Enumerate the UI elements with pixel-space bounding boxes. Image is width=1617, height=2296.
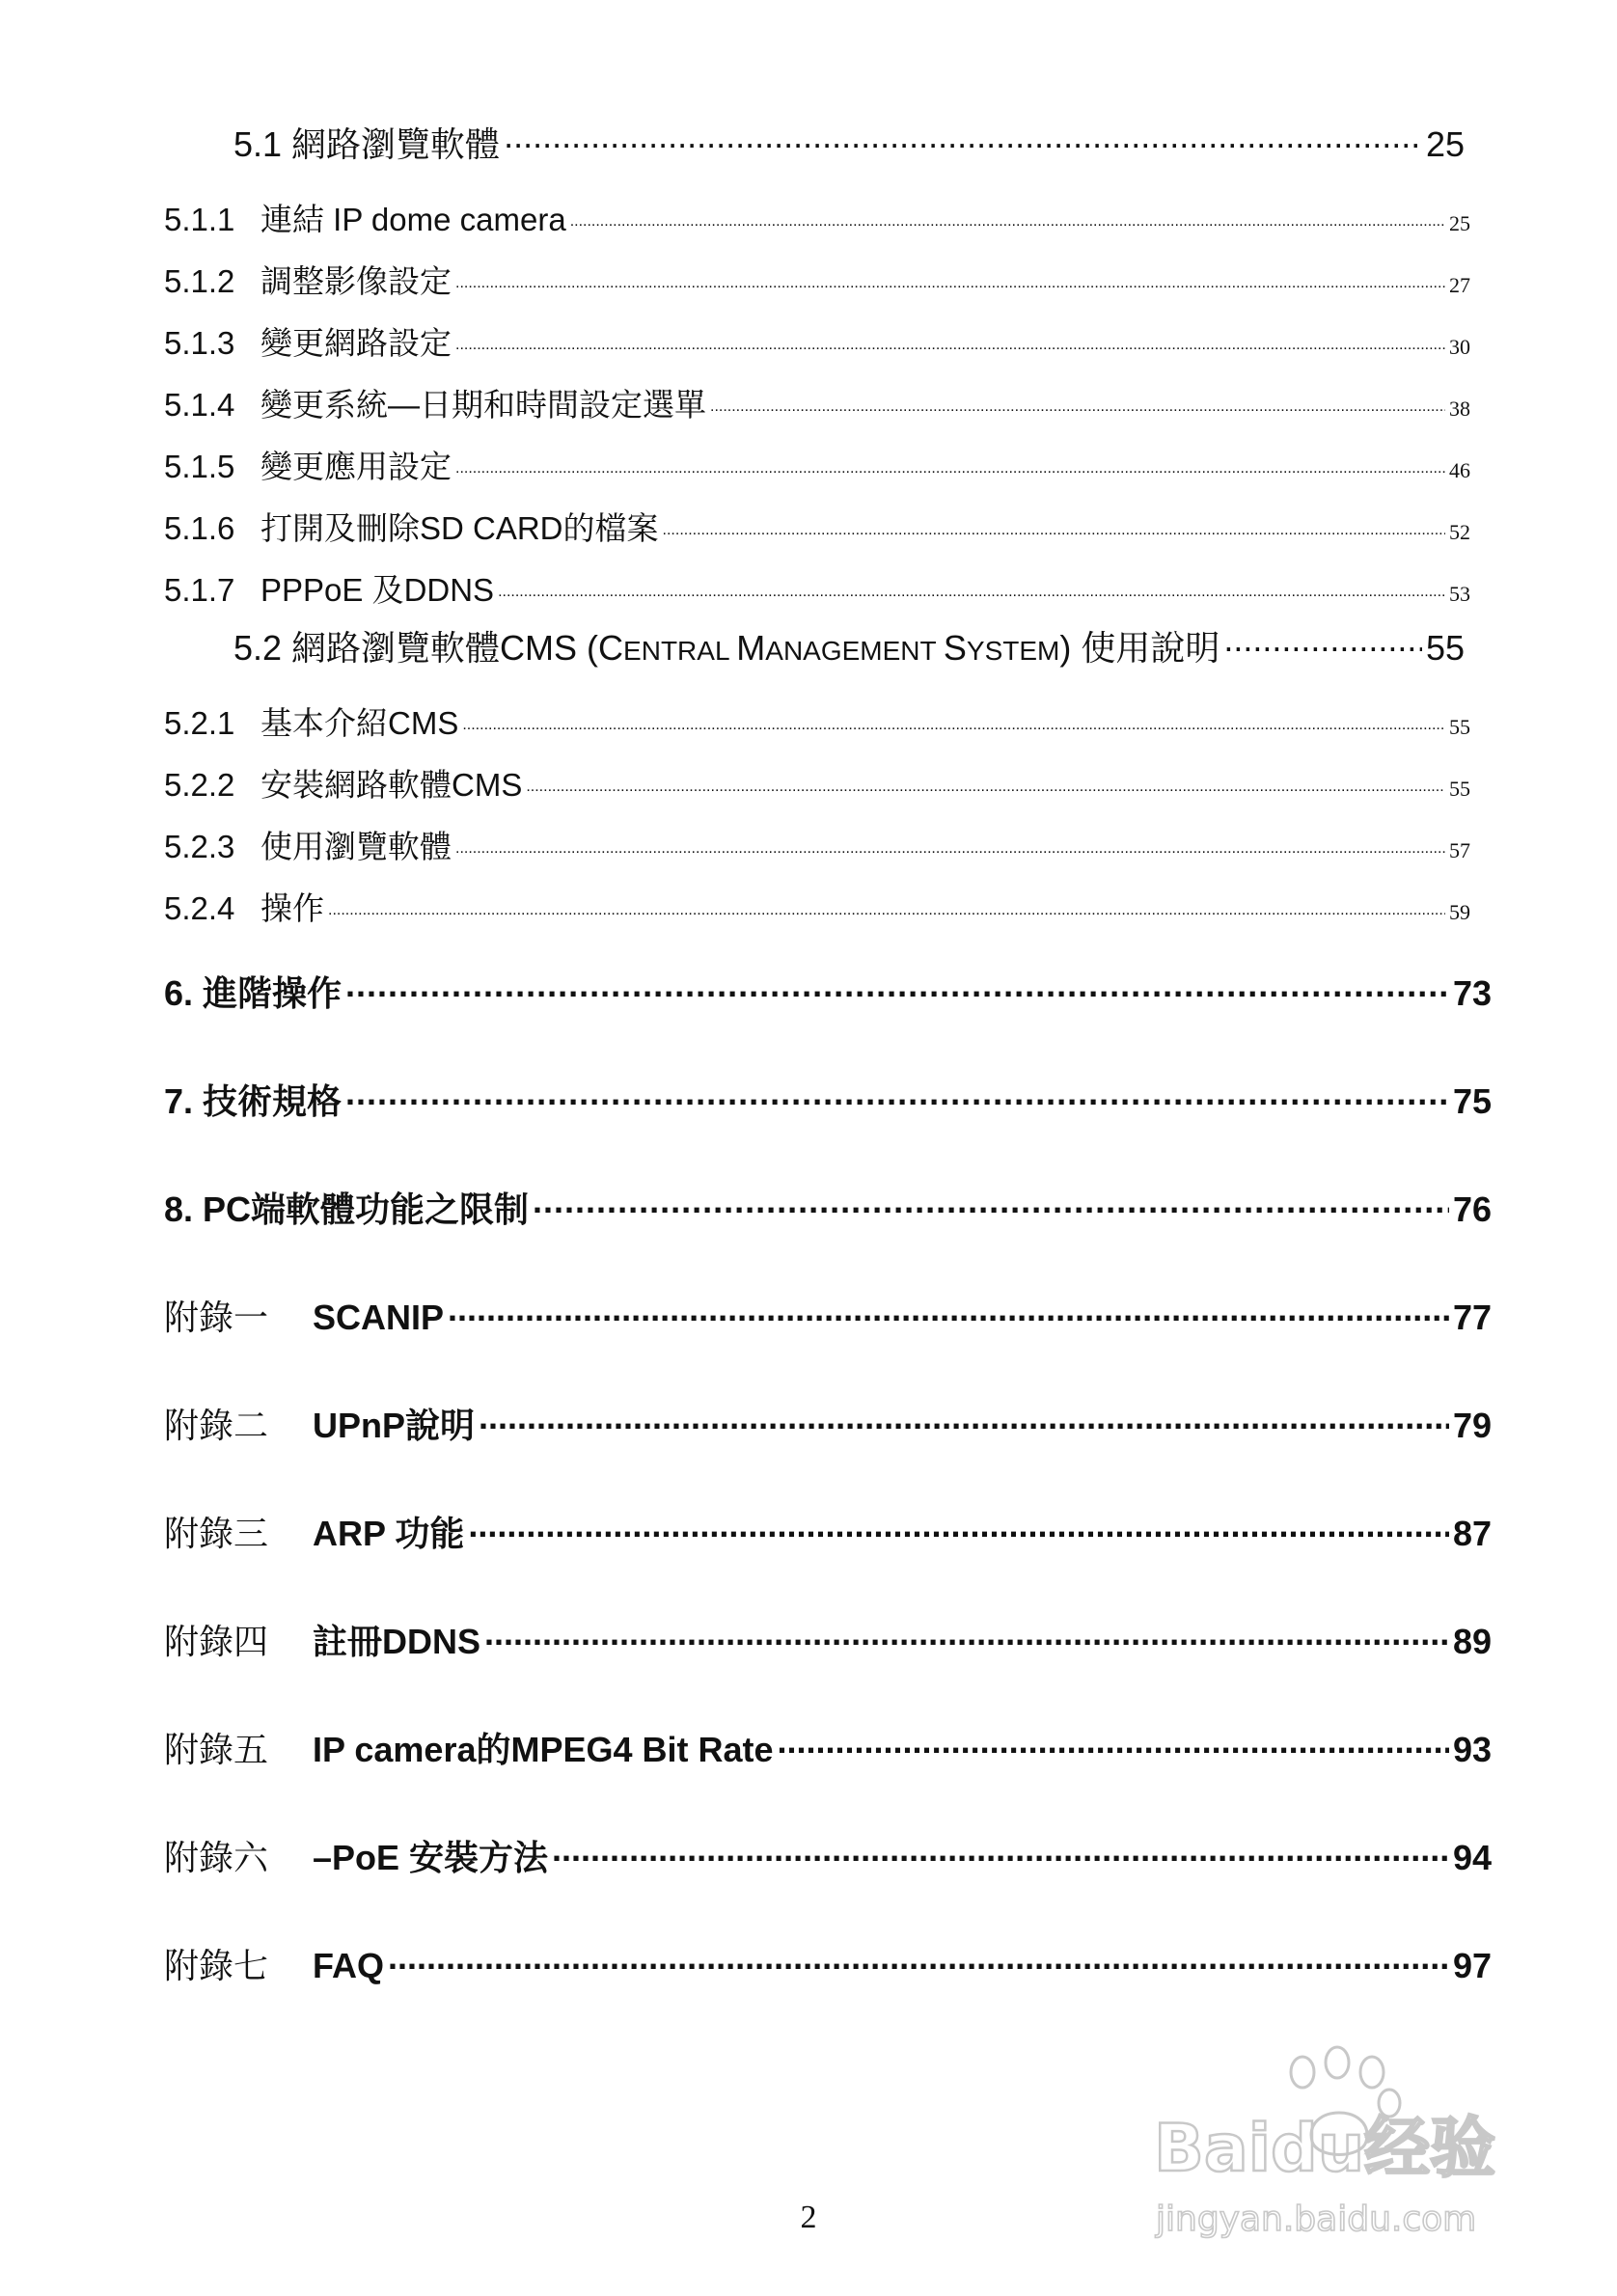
toc-appendix[interactable] <box>164 1507 1492 1556</box>
toc-page-number: 75 <box>1452 1081 1492 1121</box>
toc-number: 5.2.1 <box>164 705 235 741</box>
toc-page-number: 53 <box>1449 582 1470 606</box>
toc-page-number: 76 <box>1452 1189 1492 1229</box>
appendix-number: 附錄三 <box>164 1514 269 1553</box>
toc-number: 5.1.1 <box>164 202 235 237</box>
toc-leader <box>526 764 1445 796</box>
toc-subsection[interactable] <box>164 380 1470 425</box>
toc-label <box>164 257 452 302</box>
toc-page-number: 77 <box>1452 1298 1492 1337</box>
toc-number: 5.1.7 <box>164 572 235 608</box>
toc-label: 8. PC端軟體功能之限制 <box>164 1189 530 1229</box>
toc-leader <box>778 1727 1449 1762</box>
toc-leader <box>479 1403 1449 1437</box>
appendix-number: 附錄二 <box>164 1406 269 1445</box>
toc-leader <box>462 702 1445 734</box>
toc-label <box>164 1507 464 1556</box>
toc-leader <box>455 826 1445 858</box>
toc-page-number: 79 <box>1452 1406 1492 1445</box>
toc-number: 5.2.4 <box>164 890 235 926</box>
watermark-url: jingyan.baidu.com <box>1156 2200 1477 2239</box>
toc-leader <box>328 888 1445 919</box>
toc-section-5-2[interactable] <box>233 621 1465 670</box>
toc-subsection[interactable] <box>164 565 1470 611</box>
toc-leader <box>455 322 1445 354</box>
toc-title: 使用瀏覽軟體 <box>260 829 452 864</box>
toc-title: 操作 <box>260 890 324 926</box>
toc-leader <box>710 384 1445 416</box>
toc-number: 5.1.5 <box>164 449 235 484</box>
toc-leader <box>504 122 1422 156</box>
toc-title: 打開及刪除SD CARD的檔案 <box>260 510 659 546</box>
toc-page-number: 25 <box>1425 124 1465 164</box>
appendix-title: FAQ <box>313 1946 385 1985</box>
toc-page-number: 55 <box>1449 715 1470 739</box>
toc-title: PPPoE 及DDNS <box>260 572 495 608</box>
toc-page-number: 55 <box>1449 777 1470 801</box>
toc-chapter[interactable] <box>164 1075 1492 1124</box>
toc-subsection[interactable] <box>164 822 1470 867</box>
toc-appendix[interactable] <box>164 1723 1492 1772</box>
toc-label <box>164 1939 384 1988</box>
toc-label <box>164 760 522 806</box>
toc-subsection[interactable] <box>164 257 1470 302</box>
toc-section-5-1[interactable] <box>233 118 1465 167</box>
toc-title: 安裝網路軟體CMS <box>260 767 523 803</box>
appendix-number: 附錄六 <box>164 1838 269 1877</box>
appendix-number: 附錄七 <box>164 1946 269 1985</box>
toc-appendix[interactable] <box>164 1831 1492 1880</box>
toc-label <box>164 380 706 425</box>
toc-leader <box>663 507 1445 539</box>
toc-page-number: 94 <box>1452 1838 1492 1877</box>
toc-page-number: 87 <box>1452 1514 1492 1553</box>
toc-label: 5.2 網路瀏覽軟體CMS (CENTRAL MANAGEMENT SYSTEM) 使用說明 <box>233 628 1220 668</box>
toc-title: 調整影像設定 <box>260 263 452 299</box>
toc-number: 5.1.3 <box>164 325 235 361</box>
toc-page-number: 27 <box>1449 273 1470 297</box>
toc-number: 5.1.6 <box>164 510 235 546</box>
toc-leader <box>552 1835 1449 1870</box>
toc-leader <box>533 1187 1449 1221</box>
toc-page-number: 25 <box>1449 211 1470 235</box>
appendix-number: 附錄五 <box>164 1730 269 1769</box>
toc-page-number: 59 <box>1449 900 1470 924</box>
toc-appendix[interactable] <box>164 1399 1492 1448</box>
toc-label: 7. 技術規格 <box>164 1081 343 1121</box>
toc-subsection[interactable] <box>164 195 1470 240</box>
toc-subsection[interactable] <box>164 760 1470 806</box>
toc-page-number: 30 <box>1449 335 1470 359</box>
toc-label <box>164 884 324 929</box>
toc-leader <box>345 1079 1449 1113</box>
toc-label <box>164 504 659 549</box>
appendix-number: 附錄一 <box>164 1298 269 1337</box>
toc-label <box>164 318 452 364</box>
toc-title: 變更系統—日期和時間設定選單 <box>260 387 706 423</box>
toc-appendix[interactable] <box>164 1939 1492 1988</box>
toc-label <box>164 565 494 611</box>
toc-title: 基本介紹CMS <box>260 705 459 741</box>
appendix-title: UPnP說明 <box>313 1406 476 1445</box>
toc-label <box>164 1291 444 1340</box>
toc-number: 5.2.2 <box>164 767 235 803</box>
appendix-title: ARP 功能 <box>313 1514 465 1553</box>
toc-title: 變更網路設定 <box>260 325 452 361</box>
toc-number: 5.2.3 <box>164 829 235 864</box>
toc-leader <box>468 1511 1449 1545</box>
toc-leader <box>570 199 1445 231</box>
toc-label <box>164 195 566 240</box>
toc-subsection[interactable] <box>164 504 1470 549</box>
toc-page-number: 52 <box>1449 520 1470 544</box>
toc-chapter[interactable] <box>164 967 1492 1016</box>
toc-number: 5.1.4 <box>164 387 235 423</box>
toc-leader <box>455 446 1445 478</box>
toc-label <box>164 822 452 867</box>
toc-leader <box>388 1943 1449 1978</box>
toc-appendix[interactable] <box>164 1615 1492 1664</box>
toc-title: 變更應用設定 <box>260 449 452 484</box>
toc-subsection[interactable] <box>164 884 1470 929</box>
toc-page-number: 73 <box>1452 973 1492 1013</box>
toc-leader <box>484 1619 1449 1654</box>
toc-title: 連結 IP dome camera <box>260 202 566 237</box>
toc-label <box>164 698 458 744</box>
toc-label <box>164 1831 548 1880</box>
toc-label <box>164 1723 774 1772</box>
toc-page-number: 38 <box>1449 396 1470 421</box>
toc-leader <box>498 569 1445 601</box>
toc-page-number: 93 <box>1452 1730 1492 1769</box>
toc-chapter[interactable] <box>164 1183 1492 1232</box>
toc-leader <box>455 260 1445 292</box>
appendix-number: 附錄四 <box>164 1622 269 1661</box>
appendix-title: 註冊DDNS <box>313 1622 481 1661</box>
toc-page-number: 97 <box>1452 1946 1492 1985</box>
toc-label: 5.1 網路瀏覽軟體 <box>233 124 501 164</box>
toc-label <box>164 1615 480 1664</box>
toc-leader <box>1223 625 1422 660</box>
toc-leader <box>345 970 1449 1005</box>
toc-subsection[interactable] <box>164 698 1470 744</box>
toc-subsection[interactable] <box>164 318 1470 364</box>
watermark-brand: Baidu经验 <box>1154 2111 1496 2187</box>
toc-label <box>164 1399 475 1448</box>
toc-subsection[interactable] <box>164 442 1470 487</box>
toc-page-number: 57 <box>1449 838 1470 862</box>
toc-leader <box>448 1295 1449 1329</box>
toc-label: 6. 進階操作 <box>164 973 343 1013</box>
appendix-title: IP camera的MPEG4 Bit Rate <box>313 1730 774 1769</box>
toc-page-number: 55 <box>1425 628 1465 668</box>
appendix-title: SCANIP <box>313 1298 445 1337</box>
page-number-footer: 2 <box>800 2200 817 2235</box>
toc-appendix[interactable] <box>164 1291 1492 1340</box>
toc-label <box>164 442 452 487</box>
toc-number: 5.1.2 <box>164 263 235 299</box>
toc-page-number: 89 <box>1452 1622 1492 1661</box>
toc-page-number: 46 <box>1449 458 1470 482</box>
appendix-title: –PoE 安裝方法 <box>313 1838 549 1877</box>
